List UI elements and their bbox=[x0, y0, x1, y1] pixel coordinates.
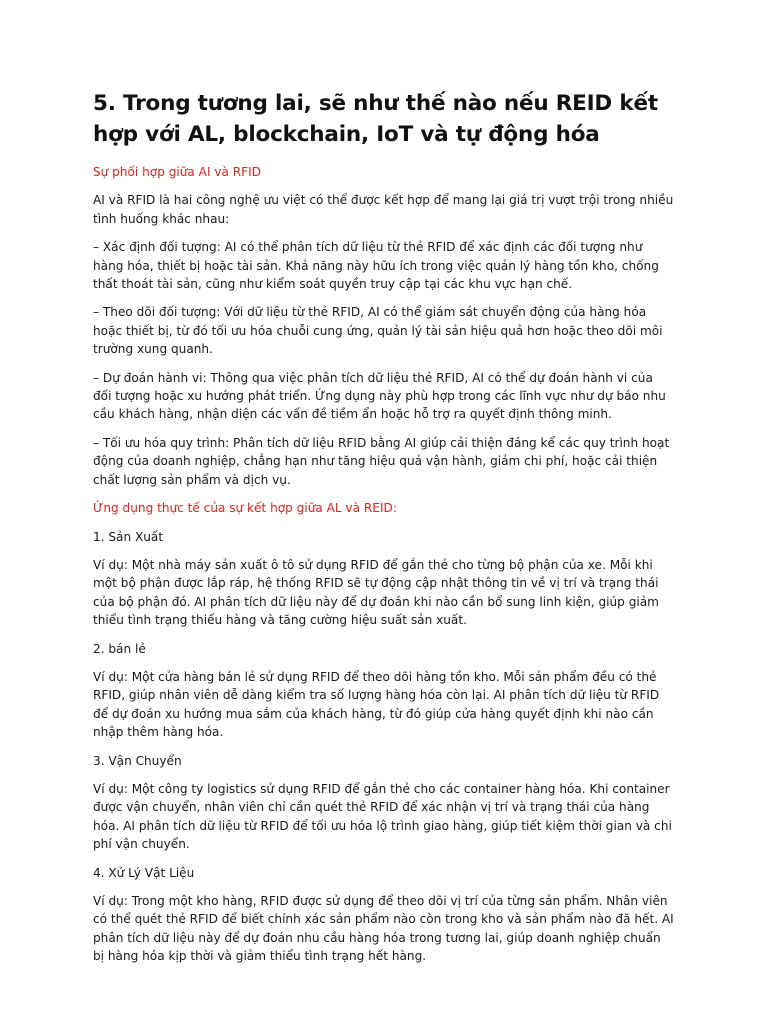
application-example-retail: Ví dụ: Một cửa hàng bán lẻ sử dụng RFID để theo dõi hàng tồn kho. Mỗi sản phẩm đều có thẻ RFID, giúp nhân viên dễ dàng kiểm tra số lượng hàng hóa còn lại. AI phân tích dữ liệu từ RFID để dự đoán xu hướng mua sắm của khách hàng, từ đó giúp cửa hàng quyết định khi nào cần nhập thêm hàng hóa. bbox=[93, 669, 660, 740]
application-example-transport: Ví dụ: Một công ty logistics sử dụng RFID để gắn thẻ cho các container hàng hóa. Khi container được vận chuyển, nhân viên chỉ cần quét thẻ RFID để xác nhận vị trí và trạng thái của hàng hóa. AI phân tích dữ liệu từ RFID để tối ưu hóa lộ trình giao hàng, giúp tiết kiệm thời gian và chi phí vận chuyển. bbox=[93, 781, 672, 852]
section-heading-applications: Ứng dụng thực tế của sự kết hợp giữa AL và REID: bbox=[93, 501, 397, 516]
application-example-manufacturing: Ví dụ: Một nhà máy sản xuất ô tô sử dụng RFID để gắn thẻ cho từng bộ phận của xe. Mỗi khi một bộ phận được lắp ráp, hệ thống RFID sẽ tự động cập nhật thông tin về vị trí và trạng thái của bộ phận đó. AI phân tích dữ liệu này để dự đoán khi nào cần bổ sung linh kiện, giúp giảm thiểu tình trạng thiếu hàng và tăng cường hiệu suất sản xuất. bbox=[93, 557, 659, 628]
bullet-optimize-process: – Tối ưu hóa quy trình: Phân tích dữ liệu RFID bằng AI giúp cải thiện đáng kể các quy trình hoạt động của doanh nghiệp, chẳng hạn như tăng hiệu quả vận hành, giảm chi phí, hoặc cải thiện chất lượng sản phẩm và dịch vụ. bbox=[93, 435, 670, 487]
application-label-manufacturing: 1. Sản Xuất bbox=[93, 529, 164, 544]
page-title: 5. Trong tương lai, sẽ như thế nào nếu REID kết hợp với AL, blockchain, IoT và tự động hóa bbox=[93, 91, 658, 147]
section-intro: AI và RFID là hai công nghệ ưu việt có thể được kết hợp để mang lại giá trị vượt trội trong nhiều tình huống khác nhau: bbox=[93, 193, 674, 226]
application-label-transport: 3. Vận Chuyển bbox=[93, 753, 182, 768]
application-example-material-handling: Ví dụ: Trong một kho hàng, RFID được sử dụng để theo dõi vị trí của từng sản phẩm. Nhân viên có thể quét thẻ RFID để biết chính xác sản phẩm nào còn trong kho và sản phẩm nào đã hết. AI phân tích dữ liệu này để dự đoán nhu cầu hàng hóa trong tương lai, giúp doanh nghiệp chuẩn bị hàng hóa kịp thời và giảm thiểu tình trạng hết hàng. bbox=[93, 894, 674, 964]
application-label-material-handling: 4. Xử Lý Vật Liệu bbox=[93, 865, 195, 880]
bullet-track-objects: – Theo dõi đối tượng: Với dữ liệu từ thẻ RFID, AI có thể giám sát chuyển động của hàng hóa hoặc thiết bị, từ đó tối ưu hóa chuỗi cung ứng, quản lý tài sản hiệu quả hơn hoặc theo dõi môi trường xung quanh. bbox=[93, 305, 663, 357]
bullet-identify-objects: – Xác định đối tượng: AI có thể phân tích dữ liệu từ thẻ RFID để xác định các đối tượng như hàng hóa, thiết bị hoặc tài sản. Khả năng này hữu ích trong việc quản lý hàng tồn kho, chống thất thoát tài sản, cũng như kiểm soát quyền truy cập tại các khu vực hạn chế. bbox=[93, 240, 659, 292]
bullet-predict-behavior: – Dự đoán hành vi: Thông qua việc phân tích dữ liệu thẻ RFID, AI có thể dự đoán hành vi của đối tượng hoặc xu hướng phát triển. Ứng dụng này phù hợp trong các lĩnh vực như dự báo nhu cầu khách hàng, nhận diện các vấn đề tiềm ẩn hoặc hỗ trợ ra quyết định thông minh. bbox=[93, 370, 666, 422]
application-label-retail: 2. bán lẻ bbox=[93, 641, 146, 656]
document-page bbox=[93, 88, 675, 976]
section-heading-ai-rfid: Sự phối hợp giữa AI và RFID bbox=[93, 165, 262, 179]
